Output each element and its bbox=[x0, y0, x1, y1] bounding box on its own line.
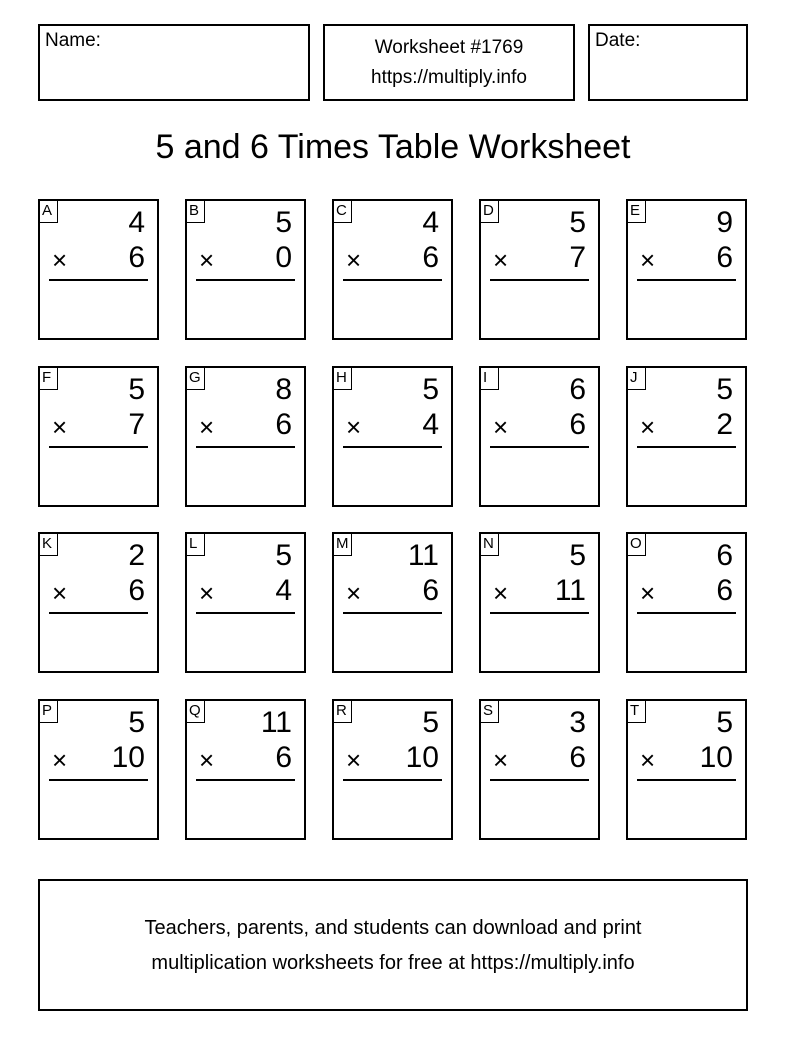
worksheet-info-box bbox=[323, 24, 575, 101]
multiply-sign: × bbox=[640, 245, 656, 275]
problem-bottom-number: 0 bbox=[275, 241, 292, 274]
problem-card bbox=[626, 532, 747, 673]
problem-letter: J bbox=[626, 366, 646, 390]
problem-card bbox=[185, 199, 306, 340]
problem-top-number: 5 bbox=[275, 206, 292, 239]
problem-bottom-number: 11 bbox=[554, 574, 586, 607]
problem-top-number: 11 bbox=[407, 539, 439, 572]
problem-card bbox=[332, 699, 453, 840]
problem-card bbox=[626, 366, 747, 507]
problem-top-number: 5 bbox=[422, 706, 439, 739]
problem-card bbox=[332, 366, 453, 507]
problem-letter: F bbox=[38, 366, 58, 390]
problem-bottom-number: 6 bbox=[422, 574, 439, 607]
problem-top-number: 3 bbox=[569, 706, 586, 739]
answer-line bbox=[196, 446, 295, 448]
answer-line bbox=[490, 279, 589, 281]
answer-line bbox=[637, 446, 736, 448]
multiply-sign: × bbox=[640, 745, 656, 775]
problem-card bbox=[38, 532, 159, 673]
problem-letter: K bbox=[38, 532, 58, 556]
problem-card bbox=[479, 366, 600, 507]
problem-bottom-number: 6 bbox=[569, 741, 586, 774]
problem-top-number: 11 bbox=[260, 706, 292, 739]
problem-bottom-number: 10 bbox=[699, 741, 733, 774]
problem-letter: D bbox=[479, 199, 499, 223]
problem-top-number: 6 bbox=[569, 373, 586, 406]
multiply-sign: × bbox=[199, 745, 215, 775]
answer-line bbox=[637, 279, 736, 281]
problem-top-number: 5 bbox=[716, 706, 733, 739]
multiply-sign: × bbox=[346, 245, 362, 275]
problem-letter: A bbox=[38, 199, 58, 223]
footer-line-2: multiplication worksheets for free at https://multiply.info bbox=[151, 952, 635, 974]
problem-top-number: 8 bbox=[275, 373, 292, 406]
answer-line bbox=[343, 446, 442, 448]
problem-card bbox=[479, 199, 600, 340]
problem-letter: C bbox=[332, 199, 352, 223]
problem-top-number: 2 bbox=[128, 539, 145, 572]
problem-letter: H bbox=[332, 366, 352, 390]
answer-line bbox=[343, 779, 442, 781]
problem-top-number: 5 bbox=[422, 373, 439, 406]
problem-letter: T bbox=[626, 699, 646, 723]
problem-card bbox=[38, 199, 159, 340]
problem-letter: P bbox=[38, 699, 58, 723]
problem-card bbox=[626, 199, 747, 340]
problem-top-number: 5 bbox=[569, 206, 586, 239]
problem-card bbox=[626, 699, 747, 840]
multiply-sign: × bbox=[493, 745, 509, 775]
problem-bottom-number: 6 bbox=[128, 241, 145, 274]
problem-top-number: 4 bbox=[422, 206, 439, 239]
problem-card bbox=[479, 699, 600, 840]
problem-bottom-number: 6 bbox=[569, 408, 586, 441]
footer-box bbox=[38, 879, 748, 1011]
problem-bottom-number: 10 bbox=[405, 741, 439, 774]
problem-bottom-number: 6 bbox=[128, 574, 145, 607]
problem-letter: E bbox=[626, 199, 646, 223]
name-label: Name: bbox=[45, 30, 101, 51]
problem-bottom-number: 4 bbox=[422, 408, 439, 441]
problem-top-number: 5 bbox=[569, 539, 586, 572]
problem-card bbox=[332, 199, 453, 340]
problem-letter: N bbox=[479, 532, 499, 556]
problem-bottom-number: 7 bbox=[128, 408, 145, 441]
multiply-sign: × bbox=[346, 745, 362, 775]
answer-line bbox=[49, 279, 148, 281]
problem-letter: Q bbox=[185, 699, 205, 723]
multiply-sign: × bbox=[346, 412, 362, 442]
date-field-box bbox=[588, 24, 748, 101]
worksheet-url: https://multiply.info bbox=[371, 67, 527, 88]
problem-letter: B bbox=[185, 199, 205, 223]
problem-card bbox=[38, 366, 159, 507]
multiply-sign: × bbox=[199, 412, 215, 442]
answer-line bbox=[343, 279, 442, 281]
problem-bottom-number: 2 bbox=[716, 408, 733, 441]
answer-line bbox=[637, 779, 736, 781]
multiply-sign: × bbox=[640, 578, 656, 608]
answer-line bbox=[49, 779, 148, 781]
answer-line bbox=[196, 612, 295, 614]
problem-letter: S bbox=[479, 699, 499, 723]
multiply-sign: × bbox=[52, 245, 68, 275]
page-title: 5 and 6 Times Table Worksheet bbox=[155, 128, 631, 166]
answer-line bbox=[490, 612, 589, 614]
problem-card bbox=[185, 532, 306, 673]
footer-line-1: Teachers, parents, and students can download and print bbox=[144, 917, 642, 939]
problem-letter: L bbox=[185, 532, 205, 556]
problem-top-number: 4 bbox=[128, 206, 145, 239]
answer-line bbox=[196, 779, 295, 781]
problem-letter: O bbox=[626, 532, 646, 556]
problem-bottom-number: 10 bbox=[111, 741, 145, 774]
multiply-sign: × bbox=[52, 578, 68, 608]
problem-top-number: 5 bbox=[128, 706, 145, 739]
answer-line bbox=[490, 779, 589, 781]
multiply-sign: × bbox=[493, 245, 509, 275]
problem-top-number: 5 bbox=[275, 539, 292, 572]
problem-card bbox=[332, 532, 453, 673]
answer-line bbox=[49, 612, 148, 614]
problem-letter: I bbox=[479, 366, 499, 390]
multiply-sign: × bbox=[199, 578, 215, 608]
multiply-sign: × bbox=[346, 578, 362, 608]
problem-letter: M bbox=[332, 532, 352, 556]
problem-bottom-number: 6 bbox=[422, 241, 439, 274]
problem-top-number: 9 bbox=[716, 206, 733, 239]
date-label: Date: bbox=[595, 30, 641, 51]
problem-top-number: 6 bbox=[716, 539, 733, 572]
multiply-sign: × bbox=[493, 578, 509, 608]
problem-bottom-number: 6 bbox=[275, 741, 292, 774]
problem-top-number: 5 bbox=[716, 373, 733, 406]
problem-bottom-number: 7 bbox=[569, 241, 586, 274]
multiply-sign: × bbox=[640, 412, 656, 442]
answer-line bbox=[196, 279, 295, 281]
problem-bottom-number: 6 bbox=[275, 408, 292, 441]
problem-card bbox=[38, 699, 159, 840]
worksheet-number: Worksheet #1769 bbox=[374, 37, 524, 58]
problem-bottom-number: 6 bbox=[716, 574, 733, 607]
multiply-sign: × bbox=[199, 245, 215, 275]
answer-line bbox=[49, 446, 148, 448]
problem-top-number: 5 bbox=[128, 373, 145, 406]
answer-line bbox=[490, 446, 589, 448]
multiply-sign: × bbox=[493, 412, 509, 442]
problem-card bbox=[185, 699, 306, 840]
problem-card bbox=[479, 532, 600, 673]
name-field-box bbox=[38, 24, 310, 101]
problem-bottom-number: 4 bbox=[275, 574, 292, 607]
problem-card bbox=[185, 366, 306, 507]
answer-line bbox=[343, 612, 442, 614]
multiply-sign: × bbox=[52, 745, 68, 775]
answer-line bbox=[637, 612, 736, 614]
problem-bottom-number: 6 bbox=[716, 241, 733, 274]
multiply-sign: × bbox=[52, 412, 68, 442]
problem-letter: R bbox=[332, 699, 352, 723]
problem-letter: G bbox=[185, 366, 205, 390]
